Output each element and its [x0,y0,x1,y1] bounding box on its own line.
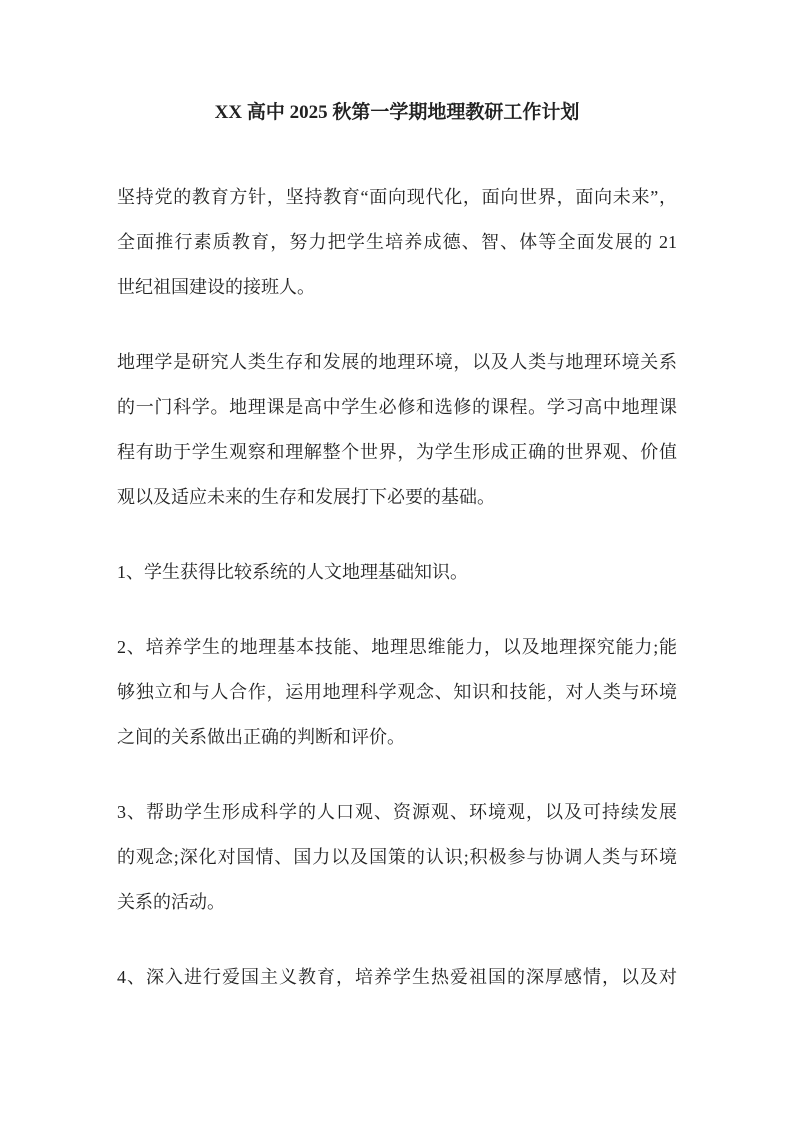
paragraph [117,955,677,1000]
text-line: 4、深入进行爱国主义教育，培养学生热爱祖国的深厚感情，以及对 [117,967,677,987]
text-line: 3、帮助学生形成科学的人口观、资源观、环境观，以及可持续发展 [117,802,677,822]
text-line: 之间的关系做出正确的判断和评价。 [117,727,405,747]
text-line: 全面推行素质教育，努力把学生培养成德、智、体等全面发展的 21 [117,232,677,252]
paragraph [117,790,677,925]
text-line: 2、培养学生的地理基本技能、地理思维能力，以及地理探究能力;能 [117,637,677,657]
text-line: 世纪祖国建设的接班人。 [117,277,315,297]
text-line: 的观念;深化对国情、国力以及国策的认识;积极参与协调人类与环境 [117,847,677,867]
paragraph [117,340,677,520]
paragraph [117,175,677,310]
text-line: 观以及适应未来的生存和发展打下必要的基础。 [117,487,495,507]
text-line: 的一门科学。地理课是高中学生必修和选修的课程。学习高中地理课 [117,397,677,417]
paragraph [117,625,677,760]
text-line: 1、学生获得比较系统的人文地理基础知识。 [117,562,468,582]
text-line: 够独立和与人合作，运用地理科学观念、知识和技能，对人类与环境 [117,682,677,702]
document-body [117,175,677,1000]
text-line: 程有助于学生观察和理解整个世界，为学生形成正确的世界观、价值 [117,442,677,462]
document-title: XX 高中 2025 秋第一学期地理教研工作计划 [214,102,580,123]
paragraph [117,550,677,595]
text-line: 关系的活动。 [117,892,225,912]
text-line: 坚持党的教育方针，坚持教育“面向现代化，面向世界，面向未来”， [117,187,677,207]
text-line: 地理学是研究人类生存和发展的地理环境，以及人类与地理环境关系 [117,352,677,372]
